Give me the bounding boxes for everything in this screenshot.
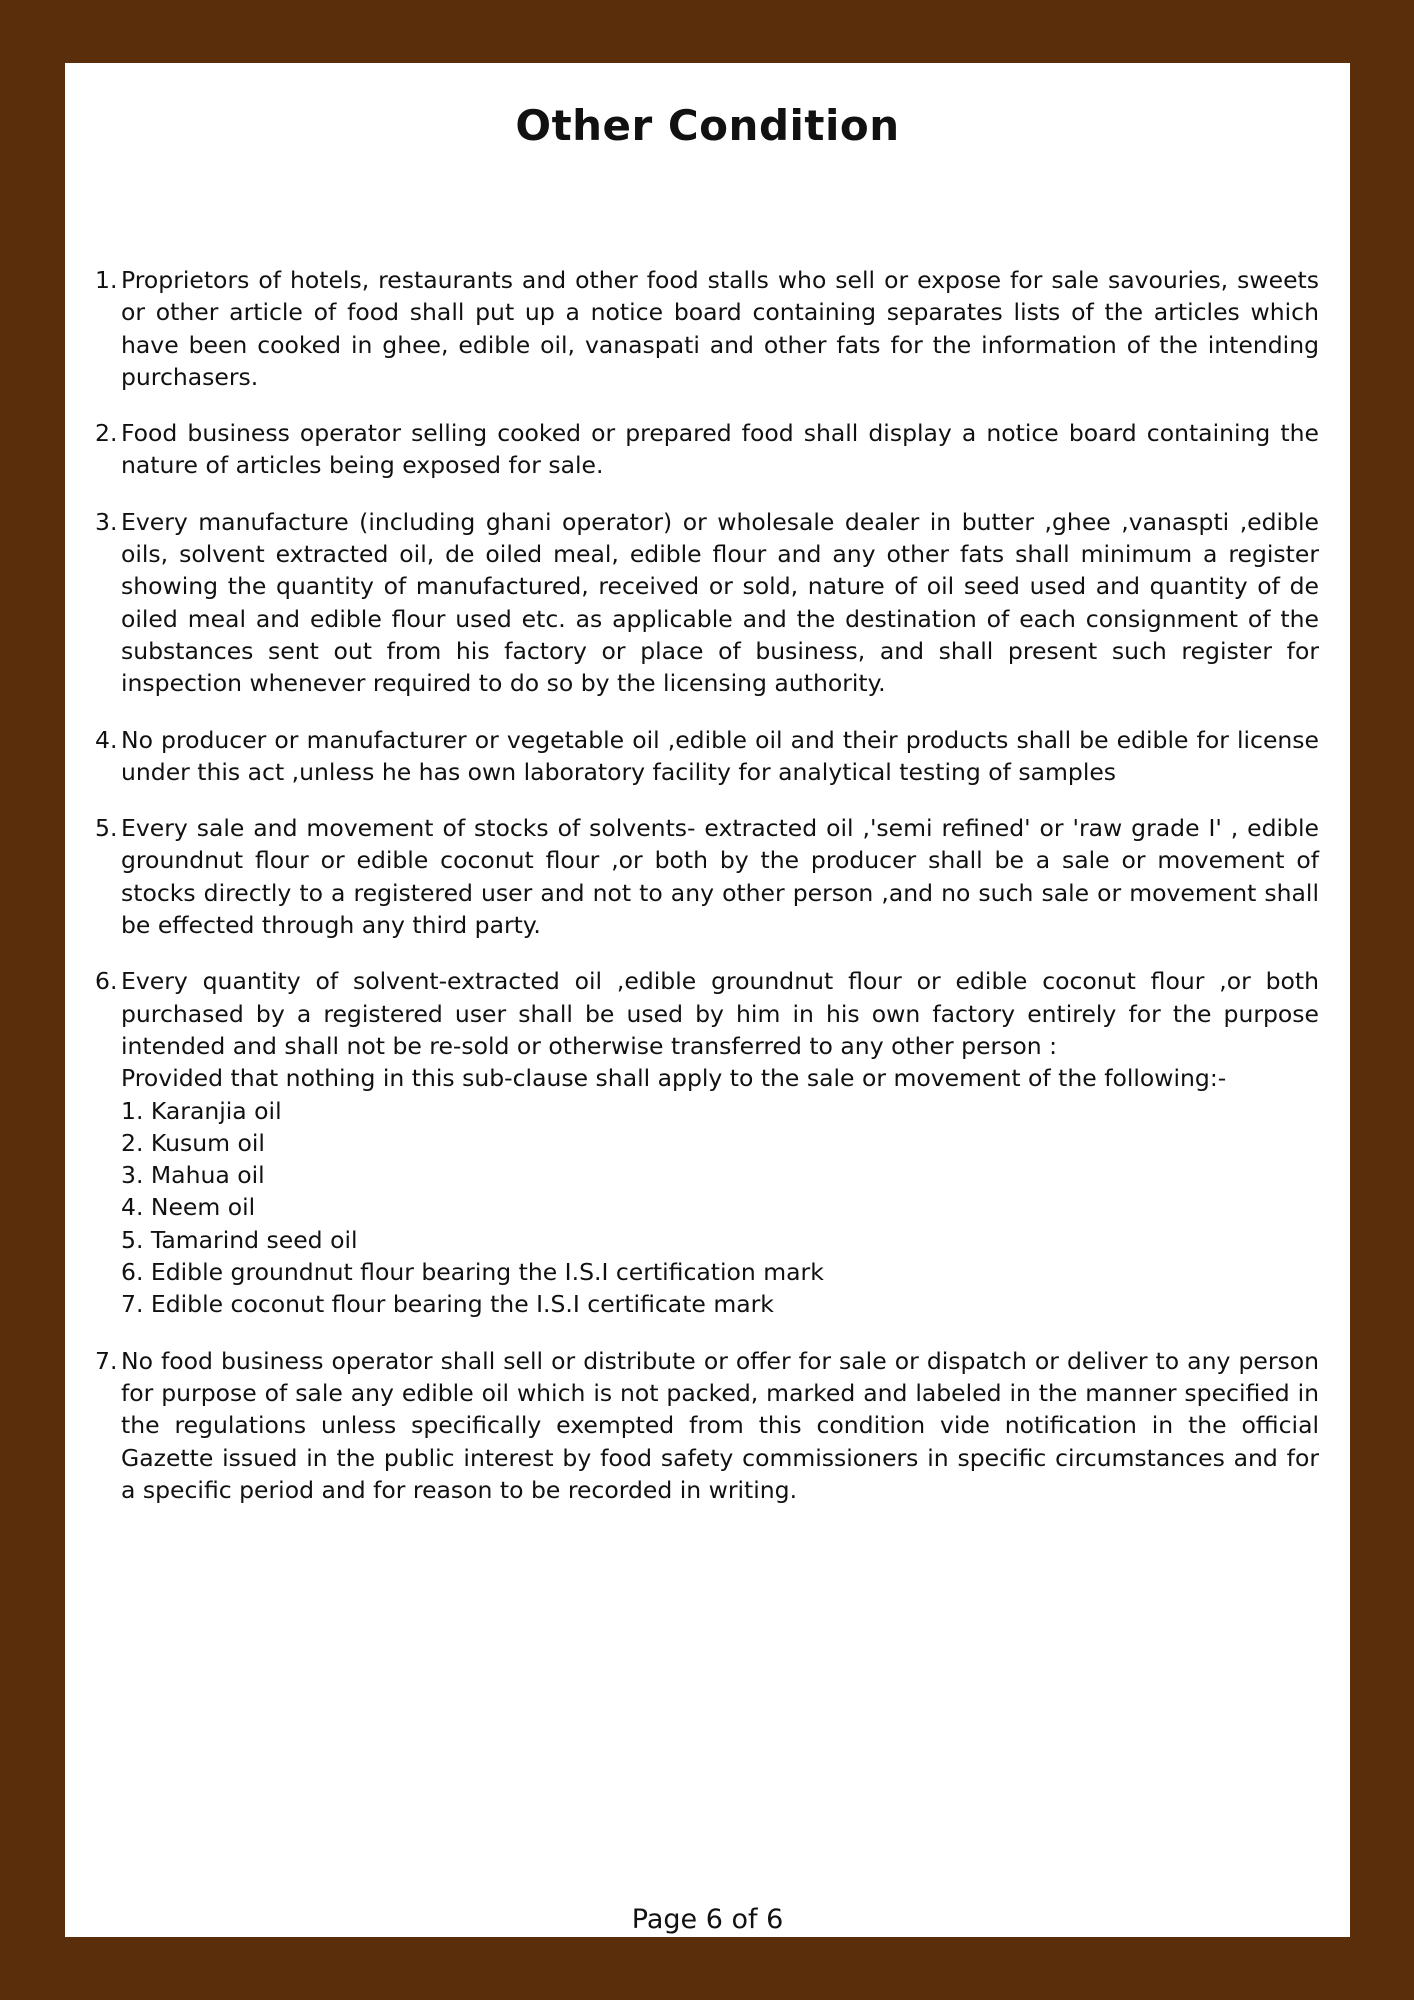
condition-text: Proprietors of hotels, restaurants and other food stalls who sell or expose for sale savouries, sweets or other article of food shall put up a notice board containing separates lists of the articles which have been cooked in ghee, edible oil, vanaspati and other fats for the information of the intending purchasers.: [121, 266, 1319, 391]
document-page: [65, 63, 1350, 1937]
condition-number: 6.: [95, 967, 118, 996]
exempted-item: 2. Kusum oil: [121, 1128, 265, 1157]
exempted-item: 7. Edible coconut flour bearing the I.S.I certificate mark: [121, 1290, 774, 1319]
condition-item-7: [95, 1345, 1319, 1506]
condition-text: Food business operator selling cooked or prepared food shall display a notice board containing the nature of articles being exposed for sale.: [121, 419, 1319, 480]
condition-item-6: [95, 965, 1319, 1320]
page-title: Other Condition: [515, 101, 900, 150]
condition-text: No food business operator shall sell or distribute or offer for sale or dispatch or deliver to any person for purpose of sale any edible oil which is not packed, marked and labeled in the manner specified in the regulations unless specifically exempted from this condition vide notification in the official Gazette issued in the public interest by food safety commissioners in specific circumstances and for a specific period and for reason to be recorded in writing.: [121, 1346, 1319, 1504]
condition-item-3: [95, 506, 1319, 700]
condition-number: 1.: [95, 266, 118, 294]
condition-text: Every quantity of solvent-extracted oil ,edible groundnut flour or edible coconut flour ,or both purchased by a registered user shall be used by him in his own factory entirely for the purpose intended and shall not be re-sold or otherwise transferred to any other person :: [121, 967, 1319, 1060]
condition-item-1: [95, 264, 1319, 393]
condition-number: 2.: [95, 419, 118, 448]
exempted-item: 5. Tamarind seed oil: [121, 1225, 358, 1254]
condition-item-2: [95, 417, 1319, 482]
exempted-items-list: [121, 1095, 1319, 1321]
page-number: Page 6 of 6: [631, 1904, 784, 1935]
condition-number: 3.: [95, 507, 118, 536]
condition-text: Every manufacture (including ghani operator) or wholesale dealer in butter ,ghee ,vanaspti ,edible oils, solvent extracted oil, de oiled meal, edible flour and any other fats shall minimum a register showing the quantity of manufactured, received or sold, nature of oil seed used and quantity of de oiled meal and edible flour used etc. as applicable and the destination of each consignment of the substances sent out from his factory or place of business, and shall present such register for inspection whenever required to do so by the licensing authority.: [121, 507, 1319, 698]
exempted-item: 6. Edible groundnut flour bearing the I.S.I certification mark: [121, 1258, 824, 1287]
exempted-item: 3. Mahua oil: [121, 1161, 265, 1190]
condition-text: Every sale and movement of stocks of solvents- extracted oil ,'semi refined' or 'raw grade I' , edible groundnut flour or edible coconut flour ,or both by the producer shall be a sale or movement of stocks directly to a registered user and not to any other person ,and no such sale or movement shall be effected through any third party.: [121, 814, 1319, 940]
condition-item-4: [95, 724, 1319, 789]
condition-text: No producer or manufacturer or vegetable oil ,edible oil and their products shall be edible for license under this act ,unless he has own laboratory facility for analytical testing of samples: [121, 725, 1319, 786]
conditions-list: [65, 264, 1350, 1530]
condition-number: 4.: [95, 725, 118, 754]
exempted-item: 4. Neem oil: [121, 1193, 256, 1222]
condition-number: 7.: [95, 1346, 118, 1375]
condition-proviso: Provided that nothing in this sub-clause shall apply to the sale or movement of the following:-: [121, 1064, 1227, 1093]
condition-number: 5.: [95, 814, 118, 843]
condition-item-5: [95, 812, 1319, 941]
exempted-item: 1. Karanjia oil: [121, 1096, 282, 1125]
